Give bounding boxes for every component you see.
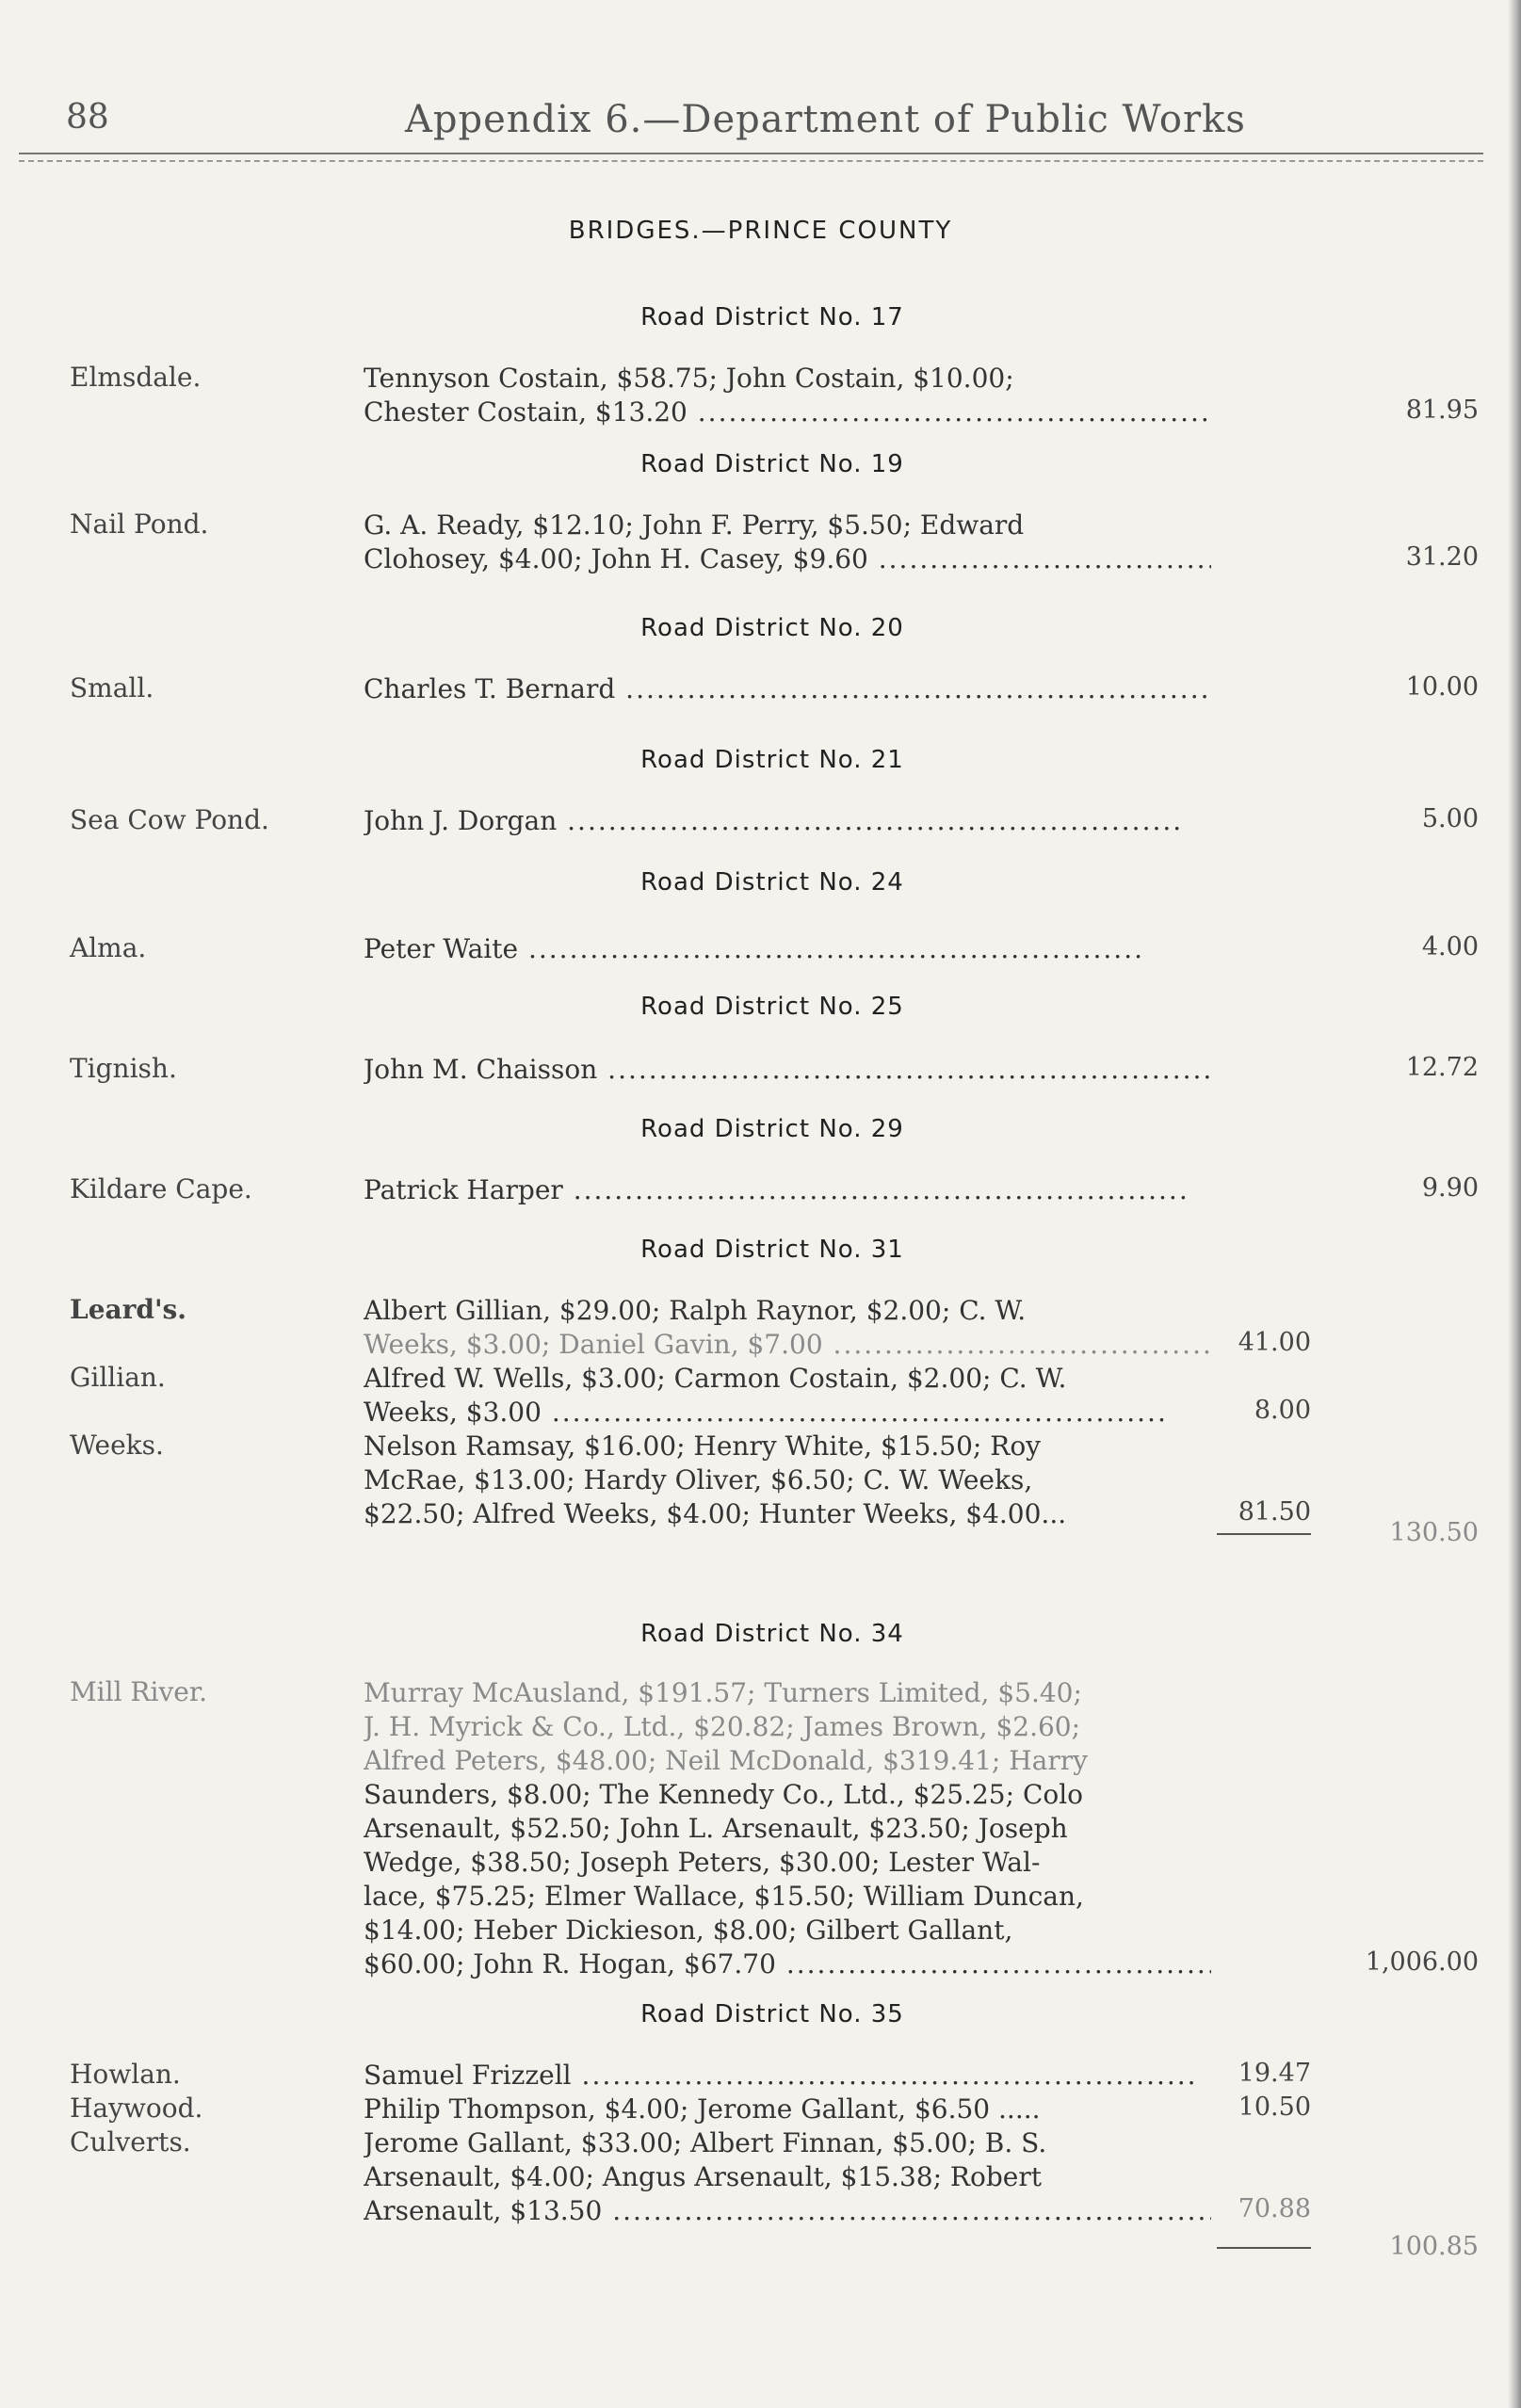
entry-subtotal: 70.88 [1238,2194,1311,2223]
district-heading: Road District No. 20 [640,614,904,642]
district-heading: Road District No. 31 [640,1236,904,1264]
entry-line: Weeks, $3.00; Daniel Gavin, $7.00 ..... [364,1328,1211,1362]
entry-description [364,932,1211,966]
district-heading: Road District No. 29 [640,1115,904,1143]
entry-line: John J. Dorgan ..... [364,804,1211,838]
location-label: Leard's. [70,1294,187,1325]
entry-line: Jerome Gallant, $33.00; Albert Finnan, $5.00; B. S. [364,2127,1047,2158]
location-label: Nail Pond. [70,509,209,540]
entry-description [364,2093,1211,2126]
district-total: 31.20 [1405,542,1479,572]
entry-line: Philip Thompson, $4.00; Jerome Gallant, $6.50 ..... [364,2093,1041,2125]
district-total: 1,006.00 [1365,1947,1479,1977]
entry-subtotal: 10.50 [1238,2093,1311,2122]
entry-line: McRae, $13.00; Hardy Oliver, $6.50; C. W. Weeks, [364,1464,1033,1495]
entry-line: G. A. Ready, $12.10; John F. Perry, $5.50; Edward [364,509,1025,541]
entry-line: $60.00; John R. Hogan, $67.70 ..... [364,1947,1211,1981]
entry-description [364,1053,1211,1087]
page-number: 88 [66,98,109,137]
entry-line: Alfred Peters, $48.00; Neil McDonald, $319.41; Harry [364,1745,1088,1776]
header-rule [19,153,1483,154]
entry-line: Arsenault, $13.50 ..... [364,2194,1211,2228]
entry-line: Weeks, $3.00 ..... [364,1396,1211,1430]
entry-line: Saunders, $8.00; The Kennedy Co., Ltd., $25.25; Colo [364,1779,1084,1810]
district-total: 4.00 [1421,932,1479,962]
entry-line: Charles T. Bernard ..... [364,672,1211,706]
district-total: 9.90 [1421,1173,1479,1203]
entry-description [364,2126,1211,2228]
entry-line: Peter Waite ..... [364,932,1211,966]
page-edge-shadow [1508,0,1521,2408]
district-total: 12.72 [1405,1053,1479,1082]
location-label: Mill River. [70,1676,208,1707]
entry-line: Arsenault, $4.00; Angus Arsenault, $15.38; Robert [364,2161,1042,2192]
district-heading: Road District No. 35 [640,2000,904,2028]
district-heading: Road District No. 34 [640,1620,904,1648]
location-label: Kildare Cape. [70,1173,252,1204]
entry-line: Alfred W. Wells, $3.00; Carmon Costain, $2.00; C. W. [364,1363,1067,1394]
entry-line: Chester Costain, $13.20 ..... [364,396,1211,429]
entry-description [364,362,1211,429]
location-label: Haywood. [70,2093,203,2124]
entry-subtotal: 41.00 [1238,1328,1311,1357]
entry-line: $22.50; Alfred Weeks, $4.00; Hunter Weeks, $4.00... [364,1498,1067,1529]
entry-description [364,1362,1211,1430]
entry-line: Murray McAusland, $191.57; Turners Limited, $5.40; [364,1677,1082,1708]
entry-line: Nelson Ramsay, $16.00; Henry White, $15.50; Roy [364,1430,1042,1462]
running-title: Appendix 6.—Department of Public Works [405,98,1246,141]
entry-subtotal: 8.00 [1254,1396,1311,1425]
entry-line: Patrick Harper ..... [364,1173,1211,1207]
entry-line: lace, $75.25; Elmer Wallace, $15.50; William Duncan, [364,1881,1084,1912]
entry-description [364,1430,1211,1531]
location-label: Gillian. [70,1362,166,1393]
entry-description [364,2059,1211,2093]
entry-description [364,804,1211,838]
entry-subtotal: 81.50 [1238,1497,1311,1527]
entry-line: J. H. Myrick & Co., Ltd., $20.82; James Brown, $2.60; [364,1711,1081,1742]
header-rule-dashed [19,160,1483,162]
entry-line: Wedge, $38.50; Joseph Peters, $30.00; Lester Wal- [364,1847,1041,1878]
entry-line: Samuel Frizzell ..... [364,2059,1211,2093]
entry-line: $14.00; Heber Dickieson, $8.00; Gilbert Gallant, [364,1915,1013,1946]
entry-description [364,1173,1211,1207]
district-total: 100.85 [1389,2232,1479,2261]
district-total: 81.95 [1405,396,1479,425]
entry-line: John M. Chaisson ..... [364,1053,1211,1087]
location-label: Culverts. [70,2126,191,2158]
location-label: Weeks. [70,1430,164,1461]
location-label: Elmsdale. [70,362,202,393]
district-heading: Road District No. 19 [640,450,904,478]
entry-line: Arsenault, $52.50; John L. Arsenault, $23.50; Joseph [364,1813,1068,1844]
district-heading: Road District No. 25 [640,993,904,1021]
district-heading: Road District No. 24 [640,868,904,897]
page-header [66,98,1479,154]
entry-description [364,1294,1211,1362]
location-label: Sea Cow Pond. [70,804,269,835]
entry-subtotal: 19.47 [1238,2059,1311,2088]
subtotal-rule [1217,2247,1311,2249]
entry-line: Albert Gillian, $29.00; Ralph Raynor, $2.00; C. W. [364,1295,1027,1326]
location-label: Small. [70,672,154,703]
district-heading: Road District No. 17 [640,303,904,331]
entry-description [364,509,1211,576]
district-total: 5.00 [1421,804,1479,833]
subtotal-rule [1217,1533,1311,1535]
location-label: Howlan. [70,2059,181,2090]
entry-description [364,672,1211,706]
district-total: 130.50 [1389,1518,1479,1547]
entry-line: Tennyson Costain, $58.75; John Costain, $10.00; [364,363,1014,394]
district-heading: Road District No. 21 [640,746,904,774]
entry-description [364,1676,1211,1981]
entry-line: Clohosey, $4.00; John H. Casey, $9.60 ..... [364,542,1211,576]
district-total: 10.00 [1405,672,1479,702]
location-label: Tignish. [70,1053,177,1084]
location-label: Alma. [70,932,147,963]
section-title: BRIDGES.—PRINCE COUNTY [568,217,953,245]
